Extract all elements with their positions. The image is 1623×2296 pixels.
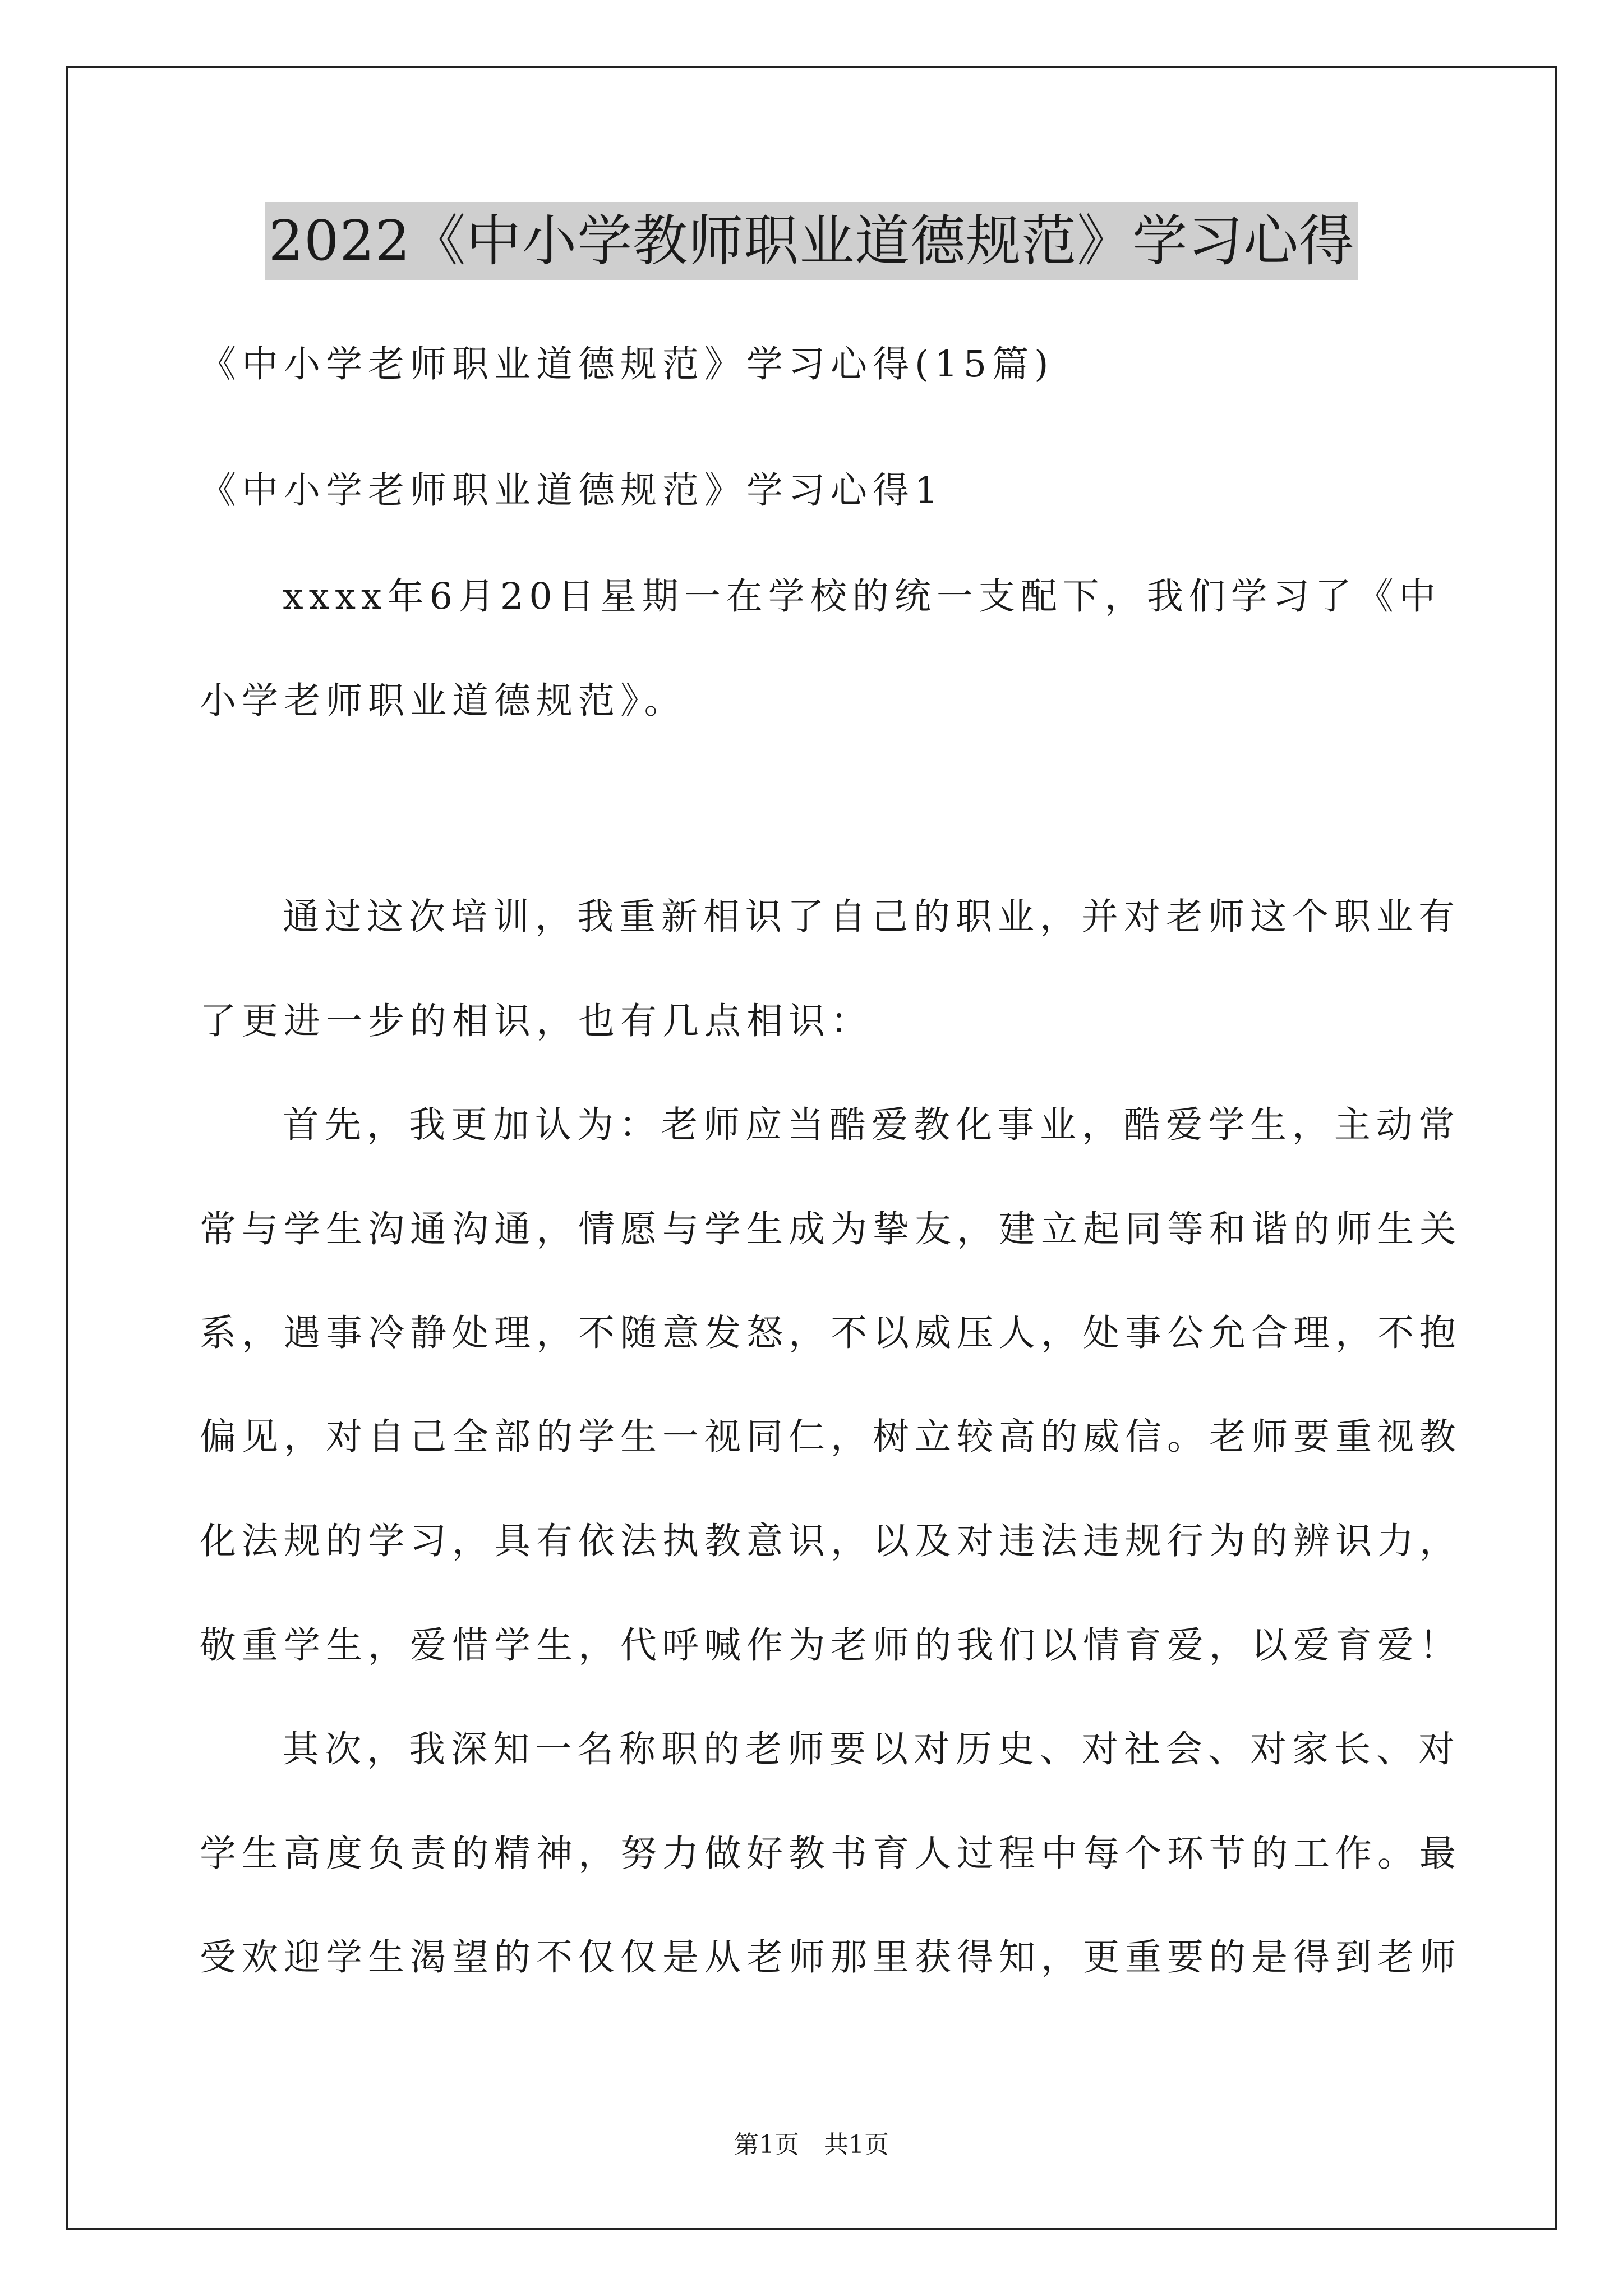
paragraph-line: 通过这次培训，我重新相识了自己的职业，并对老师这个职业有	[283, 896, 1461, 938]
paragraph-line: 敬重学生，爱惜学生，代呼喊作为老师的我们以情育爱，以爱育爱！	[200, 1625, 1462, 1667]
paragraph-line: 常与学生沟通沟通，情愿与学生成为挚友，建立起同等和谐的师生关	[200, 1208, 1462, 1250]
subtitle-line: 《中小学老师职业道德规范》学习心得(15篇)	[200, 343, 1054, 385]
paragraph-line: 化法规的学习，具有依法执教意识，以及对违法违规行为的辨识力，	[200, 1520, 1462, 1562]
paragraph-line: 系，遇事冷静处理，不随意发怒，不以威压人，处事公允合理，不抱	[200, 1312, 1462, 1354]
paragraph-line: 首先，我更加认为：老师应当酷爱教化事业，酷爱学生，主动常	[283, 1104, 1461, 1146]
document-title: 2022《中小学教师职业道德规范》学习心得	[265, 202, 1358, 280]
paragraph-line: 其次，我深知一名称职的老师要以对历史、对社会、对家长、对	[283, 1728, 1461, 1770]
paragraph-line: 偏见，对自己全部的学生一视同仁，树立较高的威信。老师要重视教	[200, 1416, 1462, 1458]
paragraph-line: 受欢迎学生渴望的不仅仅是从老师那里获得知，更重要的是得到老师	[200, 1936, 1462, 1978]
paragraph-line: xxxx年6月20日星期一在学校的统一支配下，我们学习了《中	[283, 576, 1441, 618]
section-heading: 《中小学老师职业道德规范》学习心得1	[200, 470, 944, 512]
paragraph-line: 学生高度负责的精神，努力做好教书育人过程中每个环节的工作。最	[200, 1833, 1462, 1875]
paragraph-line: 小学老师职业道德规范》。	[200, 680, 686, 722]
page-number-footer: 第1页 共1页	[734, 2131, 889, 2159]
page-border	[66, 66, 1557, 2230]
title-container	[0, 202, 1623, 280]
paragraph-line: 了更进一步的相识，也有几点相识：	[200, 1000, 873, 1042]
